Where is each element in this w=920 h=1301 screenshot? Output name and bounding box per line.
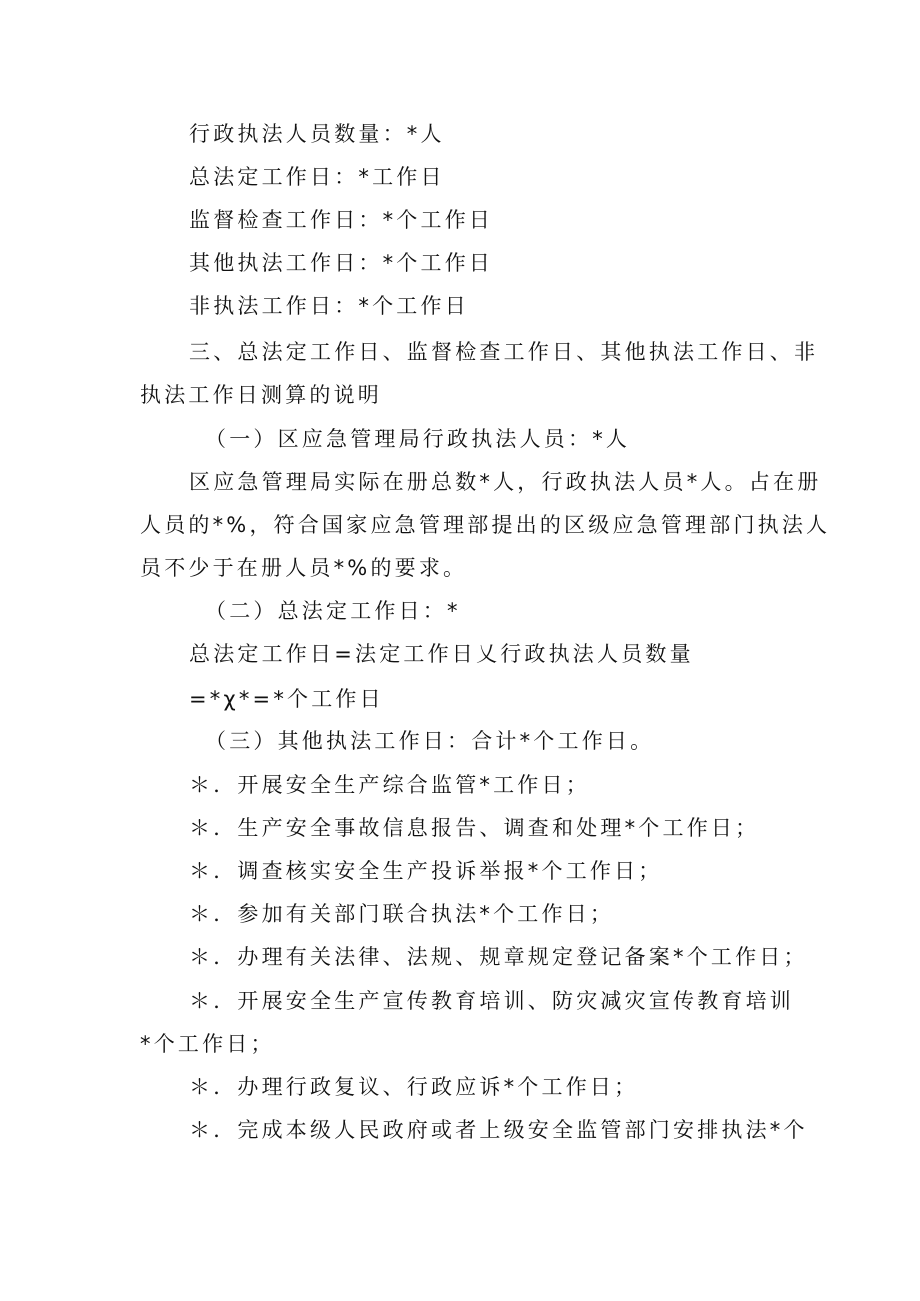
paragraph-staff-line-2: 人员的*%，符合国家应急管理部提出的区级应急管理部门执法人 (140, 513, 831, 537)
paragraph-staff-line-1: 区应急管理局实际在册总数*人，行政执法人员*人。占在册 (189, 470, 822, 494)
section-three-heading: 三、总法定工作日、监督检查工作日、其他执法工作日、非 (189, 340, 819, 364)
subsection-one-heading: （一）区应急管理局行政执法人员：*人 (205, 427, 631, 451)
list-item-joint-enforcement: ＊．参加有关部门联合执法*个工作日； (189, 902, 615, 926)
subsection-two-heading: （二）总法定工作日：* (205, 599, 461, 623)
line-law-enforcement-staff-count: 行政执法人员数量：*人 (189, 122, 445, 146)
list-item-safety-training-continued: *个工作日； (140, 1032, 275, 1056)
list-item-comprehensive-supervision: ＊．开展安全生产综合监管*工作日； (189, 773, 590, 797)
line-supervision-inspection-workdays: 监督检查工作日：*个工作日 (189, 208, 494, 232)
list-item-complaint-verification: ＊．调查核实安全生产投诉举报*个工作日； (189, 859, 663, 883)
paragraph-staff-line-3: 员不少于在册人员*%的要求。 (140, 556, 468, 580)
list-item-registration-filing: ＊．办理有关法律、法规、规章规定登记备案*个工作日； (189, 945, 808, 969)
section-three-heading-continued: 执法工作日测算的说明 (140, 383, 382, 407)
list-item-accident-reporting: ＊．生产安全事故信息报告、调查和处理*个工作日； (189, 816, 760, 840)
subsection-three-heading: （三）其他执法工作日：合计*个工作日。 (205, 729, 655, 753)
list-item-safety-training: ＊．开展安全生产宣传教育培训、防灾减灾宣传教育培训 (189, 989, 794, 1013)
list-item-administrative-review: ＊．办理行政复议、行政应诉*个工作日； (189, 1075, 639, 1099)
formula-result: =*χ*=*个工作日 (189, 687, 384, 711)
line-other-enforcement-workdays: 其他执法工作日：*个工作日 (189, 251, 494, 275)
line-non-enforcement-workdays: 非执法工作日：*个工作日 (189, 294, 469, 318)
formula-total-statutory-workdays: 总法定工作日=法定工作日乂行政执法人员数量 (189, 642, 694, 666)
line-total-statutory-workdays: 总法定工作日：*工作日 (189, 165, 445, 189)
list-item-assigned-enforcement: ＊．完成本级人民政府或者上级安全监管部门安排执法*个 (189, 1118, 808, 1142)
